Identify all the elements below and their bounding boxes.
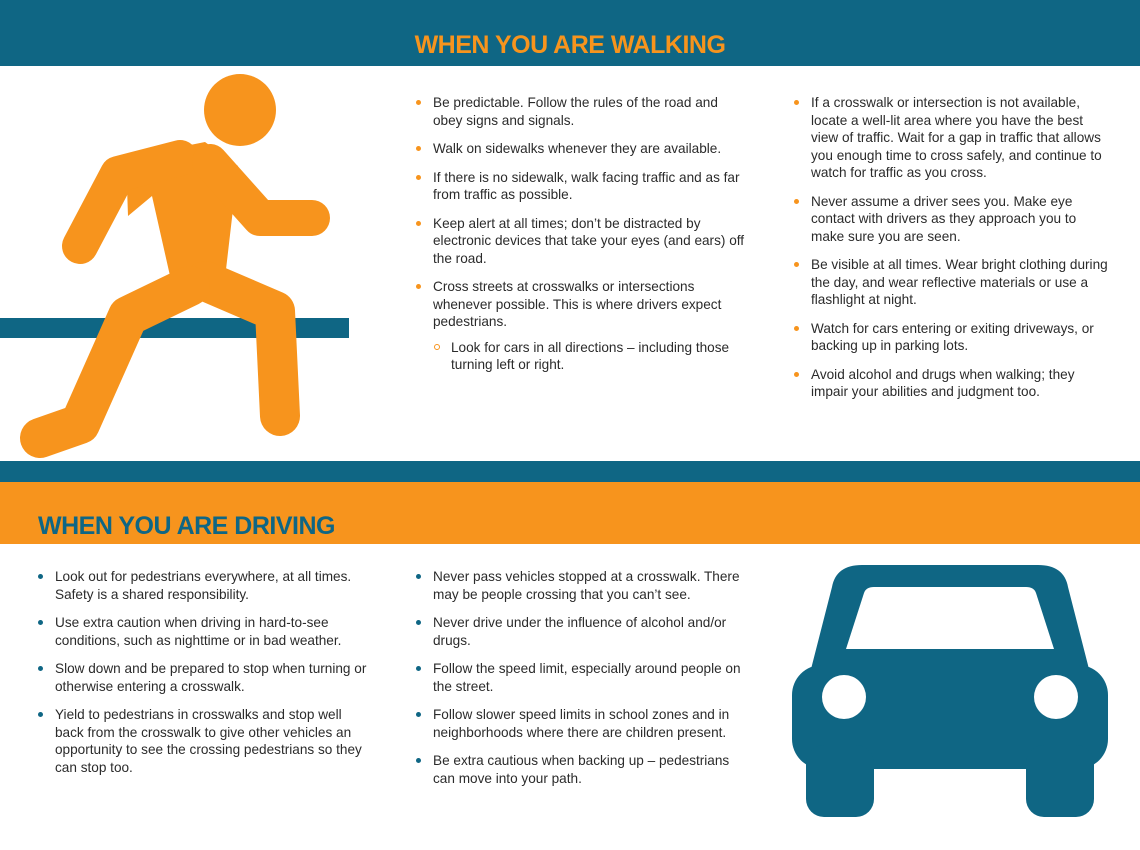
list-item: Never pass vehicles stopped at a crosswalk. There may be people crossing that you can’t see. [414, 568, 744, 603]
list-item: Avoid alcohol and drugs when walking; they impair your abilities and judgment too. [792, 366, 1112, 401]
list-item: Be visible at all times. Wear bright clothing during the day, and wear reflective materials or use a flashlight at night. [792, 256, 1112, 309]
walking-person-icon [0, 66, 360, 458]
walking-title: WHEN YOU ARE WALKING [414, 31, 726, 59]
list-item: Never drive under the influence of alcohol and/or drugs. [414, 614, 744, 649]
section-divider [0, 461, 1140, 482]
list-item: Watch for cars entering or exiting driveways, or backing up in parking lots. [792, 320, 1112, 355]
list-item: Be predictable. Follow the rules of the road and obey signs and signals. [414, 94, 749, 129]
driving-column-2 [414, 568, 744, 798]
list-item: Yield to pedestrians in crosswalks and stop well back from the crosswalk to give other vehicles an opportunity to see the crossing pedestrians so they can stop too. [36, 706, 371, 776]
list-item: Be extra cautious when backing up – pedestrians can move into your path. [414, 752, 744, 787]
list-item: Keep alert at all times; don’t be distracted by electronic devices that take your eyes (and ears) off the road. [414, 215, 749, 268]
list-item: Slow down and be prepared to stop when turning or otherwise entering a crosswalk. [36, 660, 371, 695]
walking-column-2 [792, 94, 1112, 412]
list-item: Look out for pedestrians everywhere, at all times. Safety is a shared responsibility. [36, 568, 371, 603]
list-item: Use extra caution when driving in hard-to-see conditions, such as nighttime or in bad weather. [36, 614, 371, 649]
list-item: Follow the speed limit, especially around people on the street. [414, 660, 744, 695]
list-item: If there is no sidewalk, walk facing traffic and as far from traffic as possible. [414, 169, 749, 204]
sub-list [433, 339, 749, 374]
list-item: Follow slower speed limits in school zones and in neighborhoods where there are children present. [414, 706, 744, 741]
list-item: Walk on sidewalks whenever they are available. [414, 140, 749, 158]
car-icon [792, 565, 1108, 817]
list-item [414, 278, 749, 374]
driving-title: WHEN YOU ARE DRIVING [38, 512, 335, 540]
list-item-text: Cross streets at crosswalks or intersections whenever possible. This is where drivers expect pedestrians. [433, 279, 722, 329]
driving-column-1 [36, 568, 371, 787]
sub-list-item: Look for cars in all directions – including those turning left or right. [433, 339, 749, 374]
list-item: Never assume a driver sees you. Make eye contact with drivers as they approach you to make sure you are seen. [792, 193, 1112, 246]
walking-column-1 [414, 94, 749, 385]
list-item: If a crosswalk or intersection is not available, locate a well-lit area where you have the best view of traffic. Wait for a gap in traffic that allows you enough time to cross safely, and continue to watch for traffic as you cross. [792, 94, 1112, 182]
